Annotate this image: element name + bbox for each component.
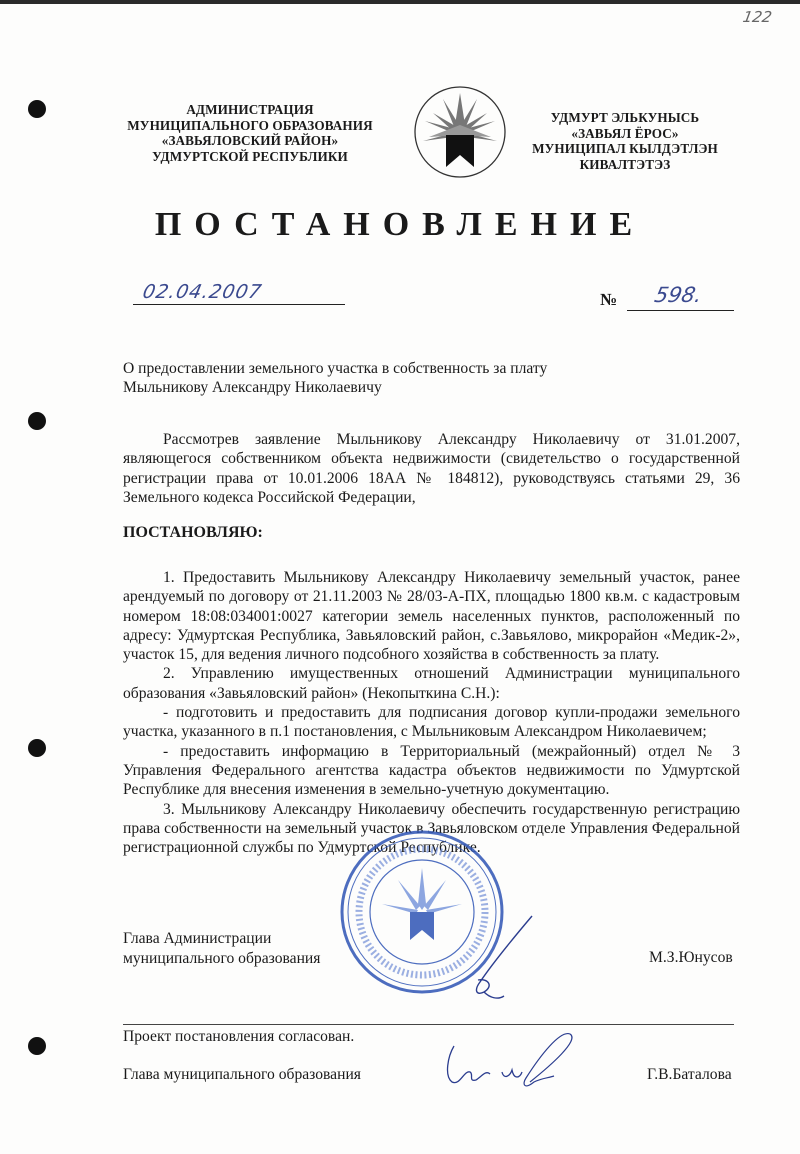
binder-hole	[28, 1037, 46, 1055]
paragraph-subitem: - предоставить информацию в Территориальный (межрайонный) отдел № 3 Управления Федерального агентства кадастра объектов недвижимости по Удмуртской Республике для внесения изменения в земельно-учетную документацию.	[123, 742, 740, 799]
decree-body	[123, 568, 740, 857]
subject-line: О предоставлении земельного участка в собственность за плату	[123, 360, 548, 377]
header-line: МУНИЦИПАЛЬНОГО ОБРАЗОВАНИЯ	[127, 117, 373, 133]
number-sign: №	[600, 290, 618, 309]
signature-head-of-municipality	[430, 1026, 590, 1096]
decree-heading: ПОСТАНОВЛЯЮ:	[123, 524, 263, 541]
scan-top-border	[0, 0, 800, 4]
approval-note: Проект постановления согласован.	[123, 1028, 355, 1045]
header-left-russian	[100, 102, 400, 164]
page-number-handwritten: 122	[741, 8, 774, 26]
intro-paragraph	[123, 430, 740, 507]
document-title: ПОСТАНОВЛЕНИЕ	[154, 206, 646, 243]
document-subject	[123, 359, 740, 398]
subject-line: Мыльникову Александру Николаевичу	[123, 379, 382, 397]
date-underline	[133, 304, 345, 305]
paragraph-item-3: 3. Мыльникову Александру Николаевичу обеспечить государственную регистрацию права собственности на земельный участок в Завьяловском отделе Управления Федеральной регистрационной службы по Удмуртской Республике.	[123, 800, 740, 857]
header-right-udmurt	[500, 110, 750, 172]
header-line: «ЗАВЬЯЛ ЁРОС»	[571, 125, 679, 141]
approver-position: Глава муниципального образования	[123, 1066, 361, 1083]
signatory-position	[123, 929, 320, 968]
header-line: КИВАЛТЭТЭЗ	[579, 156, 671, 172]
paragraph-item-2: 2. Управлению имущественных отношений Администрации муниципального образования «Завьяловский район» (Некопыткина С.Н.):	[123, 665, 740, 702]
paragraph-subitem: - подготовить и предоставить для подписания договор купли-продажи земельного участка, указанного в п.1 постановления, с Мыльниковым Александром Николаевичем;	[123, 704, 740, 741]
divider-line	[123, 1024, 734, 1025]
header-line: УДМУРТ ЭЛЬКУНЫСЬ	[550, 110, 700, 125]
binder-hole	[28, 739, 46, 757]
intro-text: Рассмотрев заявление Мыльникову Александру Николаевичу от 31.01.2007, являющегося собственником объекта недвижимости (свидетельство о государственной регистрации права от 10.01.2006 18АА № 184812), руководствуясь статьями 29, 36 Земельного кодекса Российской Федерации,	[123, 431, 740, 506]
header-line: АДМИНИСТРАЦИЯ	[186, 102, 314, 117]
header-line: УДМУРТСКОЙ РЕСПУБЛИКИ	[152, 148, 348, 164]
approver-name: Г.В.Баталова	[647, 1066, 732, 1083]
position-line: муниципального образования	[123, 949, 321, 967]
signatory-name: М.З.Юнусов	[649, 949, 733, 966]
position-line: Глава Администрации	[123, 930, 272, 947]
document-number-handwritten: 598.	[652, 283, 705, 307]
header-line: «ЗАВЬЯЛОВСКИЙ РАЙОН»	[161, 133, 339, 148]
signature-head-of-administration	[470, 912, 540, 1002]
header-line: МУНИЦИПАЛ КЫЛДЭТЛЭН	[532, 141, 718, 156]
number-underline	[627, 310, 734, 311]
paragraph-item-1: 1. Предоставить Мыльникову Александру Николаевичу земельный участок, ранее арендуемый по договору от 21.11.2003 № 28/03-А-ПХ, площадью 1800 кв.м. с кадастровым номером 18:08:034001:0027 категории земель населенных пунктов, расположенный по адресу: Удмуртская Республика, Завьяловский район, с.Завьялово, микрорайон «Медик-2», участок 15, для ведения личного подсобного хозяйства в собственность за плату.	[123, 569, 740, 664]
binder-hole	[28, 100, 46, 118]
binder-hole	[28, 412, 46, 430]
date-handwritten: 02.04.2007	[140, 281, 265, 303]
coat-of-arms-emblem-icon	[413, 85, 507, 179]
